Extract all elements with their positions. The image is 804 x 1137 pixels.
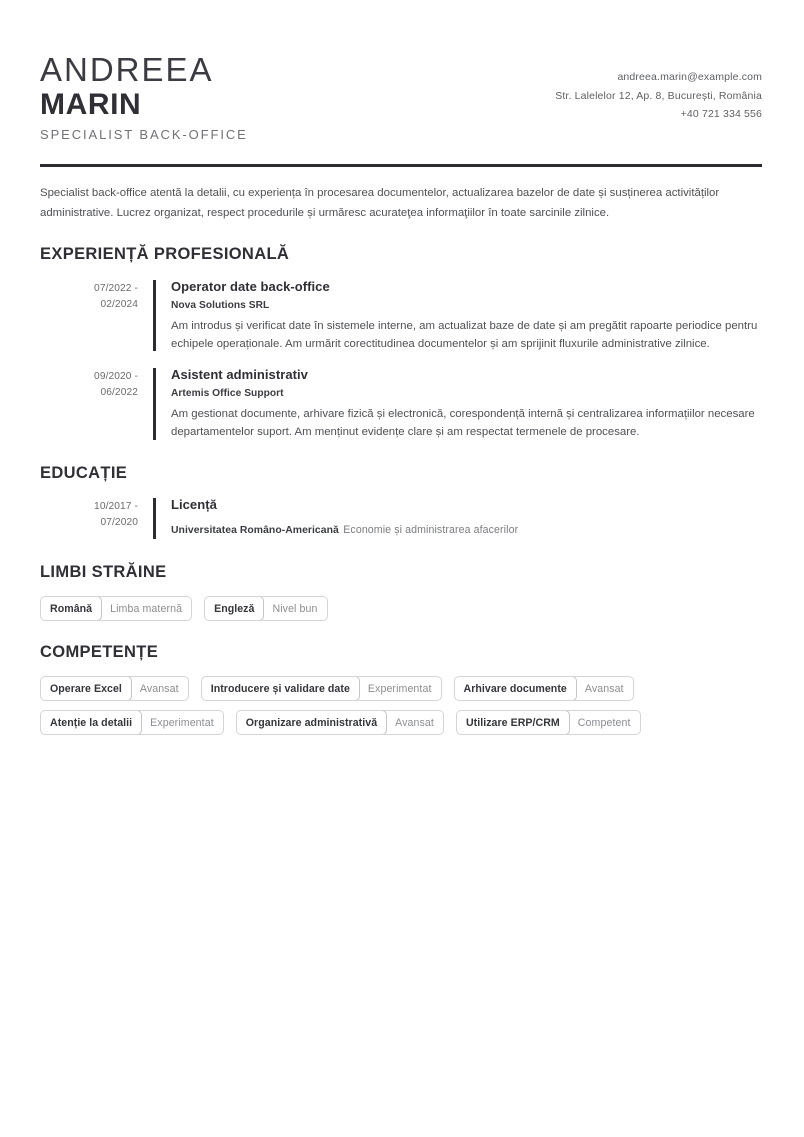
experience-date xyxy=(40,366,138,441)
education-field: Economie și administrarea afacerilor xyxy=(343,523,519,536)
experience-role: Asistent administrativ xyxy=(171,367,308,383)
section-languages xyxy=(40,563,762,621)
skill-level: Experimentat xyxy=(367,682,432,695)
skill-chip[interactable] xyxy=(201,676,442,701)
resume-header xyxy=(40,50,762,142)
skill-chip[interactable] xyxy=(40,676,189,701)
experience-company: Nova Solutions SRL xyxy=(171,299,270,311)
experience-item xyxy=(40,278,762,353)
skill-name: Organizare administrativă xyxy=(236,710,387,735)
section-title-languages: LIMBI STRĂINE xyxy=(40,563,167,582)
professional-summary: Specialist back-office atentă la detalii, cu experiența în procesarea documentelor, actualizarea bazelor de date și susținerea activităților administrative. Lucrez organizat, respect procedurile și urmăresc acurateţea informaţiilor în toate sarcinile zilnice. xyxy=(40,187,720,219)
skill-chip[interactable] xyxy=(40,710,224,735)
language-chip-list xyxy=(40,596,762,621)
experience-company: Artemis Office Support xyxy=(171,387,284,399)
experience-description: Am introdus și verificat date în sistemele interne, am actualizat baze de date și am pregătit rapoarte periodice pentru echipele operaționale. Am urmărit corectitudinea documentelor și am sprijinit fluxurile administrative zilnice. xyxy=(171,319,758,350)
education-degree: Licență xyxy=(171,497,217,513)
experience-description: Am gestionat documente, arhivare fizică și electronică, corespondență internă și centralizarea informațiilor necesare departamentelor suport. Am menținut evidențe clare și am respectat termenele de procesare. xyxy=(171,407,755,439)
education-list xyxy=(40,496,762,541)
language-chip[interactable] xyxy=(40,596,192,621)
skill-level: Avansat xyxy=(139,682,179,695)
date-end: 06/2022 xyxy=(100,386,138,398)
skill-chip-list xyxy=(40,676,762,735)
first-name: ANDREEA xyxy=(40,51,214,88)
section-skills xyxy=(40,643,762,735)
skill-name: Introducere și validare date xyxy=(201,676,360,701)
language-chip[interactable] xyxy=(204,596,327,621)
contact-address: Str. Lalelelor 12, Ap. 8, București, România xyxy=(555,89,762,102)
education-body xyxy=(156,496,762,541)
education-detail xyxy=(171,516,762,542)
language-level: Limba maternă xyxy=(110,602,183,615)
skill-chip[interactable] xyxy=(456,710,641,735)
date-start: 09/2020 - xyxy=(94,371,138,383)
education-school: Universitatea Româno-Americană xyxy=(171,524,339,536)
date-start: 10/2017 - xyxy=(94,501,138,513)
education-item xyxy=(40,496,762,541)
section-education xyxy=(40,464,762,542)
identity-block xyxy=(40,50,248,142)
language-name: Engleză xyxy=(204,596,264,621)
skill-level: Competent xyxy=(577,716,631,729)
experience-body xyxy=(156,366,762,441)
experience-role: Operator date back-office xyxy=(171,279,330,295)
skill-chip[interactable] xyxy=(236,710,444,735)
contact-phone[interactable]: +40 721 334 556 xyxy=(680,108,762,121)
section-title-skills: COMPETENȚE xyxy=(40,643,159,662)
language-name: Română xyxy=(40,596,102,621)
skill-level: Avansat xyxy=(395,716,434,729)
education-date xyxy=(40,496,138,541)
date-end: 07/2020 xyxy=(100,516,138,528)
skill-name: Arhivare documente xyxy=(454,676,577,701)
experience-date xyxy=(40,278,138,353)
section-experience xyxy=(40,245,762,441)
last-name: MARIN xyxy=(40,87,142,121)
skill-chip[interactable] xyxy=(454,676,634,701)
contact-email[interactable]: andreea.marin@example.com xyxy=(617,71,762,83)
skill-name: Operare Excel xyxy=(40,676,132,701)
section-title-education: EDUCAȚIE xyxy=(40,463,128,482)
contact-block xyxy=(555,50,762,124)
skill-level: Avansat xyxy=(584,682,624,695)
language-level: Nivel bun xyxy=(272,602,318,615)
date-end: 02/2024 xyxy=(100,298,138,310)
section-title-experience: EXPERIENȚĂ PROFESIONALĂ xyxy=(40,245,290,264)
skill-name: Atenție la detalii xyxy=(40,710,142,735)
skill-name: Utilizare ERP/CRM xyxy=(456,710,570,735)
job-title: SPECIALIST BACK-OFFICE xyxy=(40,127,248,143)
experience-item xyxy=(40,366,762,441)
experience-list xyxy=(40,278,762,441)
skill-level: Experimentat xyxy=(150,716,214,729)
date-start: 07/2022 - xyxy=(94,283,138,295)
experience-body xyxy=(156,278,762,353)
header-divider xyxy=(40,164,762,167)
